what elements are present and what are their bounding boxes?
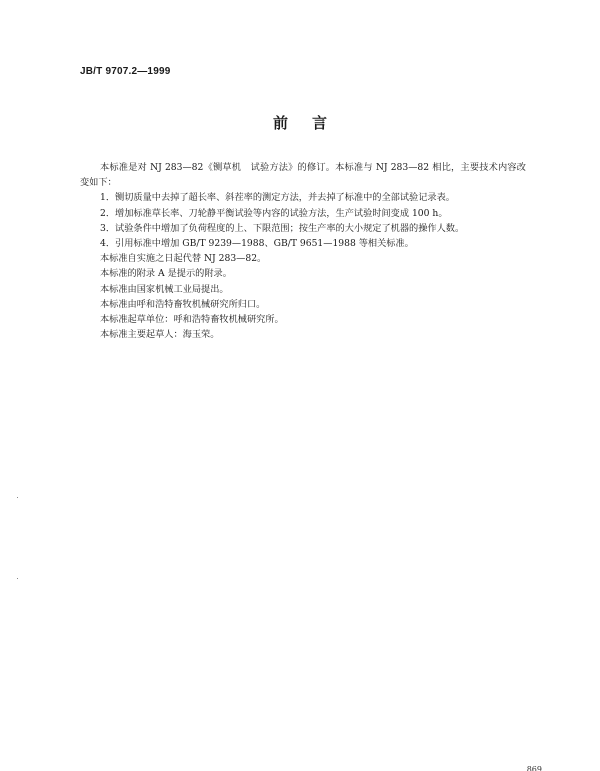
paragraph-intro: 本标准是对 NJ 283—82《铡草机 试验方法》的修订。本标准与 NJ 283—82 相比，主要技术内容改变如下： bbox=[80, 162, 526, 189]
standard-code: JB/T 9707.2—1999 bbox=[80, 66, 171, 77]
paragraph-drafter: 本标准主要起草人：海玉荣。 bbox=[100, 329, 220, 341]
page-title: 前言 bbox=[272, 114, 351, 132]
paragraph-item-3: 3．试验条件中增加了负荷程度的上、下限范围；按生产率的大小规定了机器的操作人数。 bbox=[100, 222, 465, 234]
paragraph-managed-by: 本标准由呼和浩特畜牧机械研究所归口。 bbox=[100, 298, 266, 310]
paragraph-item-1: 1．铡切质量中去掉了超长率、斜茬率的测定方法，并去掉了标准中的全部试验记录表。 bbox=[100, 192, 455, 204]
paragraph-appendix: 本标准的附录 A 是提示的附录。 bbox=[100, 268, 232, 280]
document-body bbox=[80, 160, 526, 342]
paragraph-replaces: 本标准自实施之日起代替 NJ 283—82。 bbox=[100, 253, 267, 265]
paragraph-item-2: 2．增加标准草长率、刀轮静平衡试验等内容的试验方法，生产试验时间变成 100 h。 bbox=[100, 207, 448, 219]
paragraph-drafting-unit: 本标准起草单位：呼和浩特畜牧机械研究所。 bbox=[100, 314, 284, 326]
scan-speck bbox=[17, 497, 18, 498]
paragraph-item-4: 4．引用标准中增加 GB/T 9239—1988、GB/T 9651—1988 等相关标准。 bbox=[100, 238, 414, 250]
paragraph-proposed-by: 本标准由国家机械工业局提出。 bbox=[100, 283, 229, 295]
scan-speck bbox=[17, 578, 18, 579]
page-number: 869 bbox=[526, 765, 542, 771]
